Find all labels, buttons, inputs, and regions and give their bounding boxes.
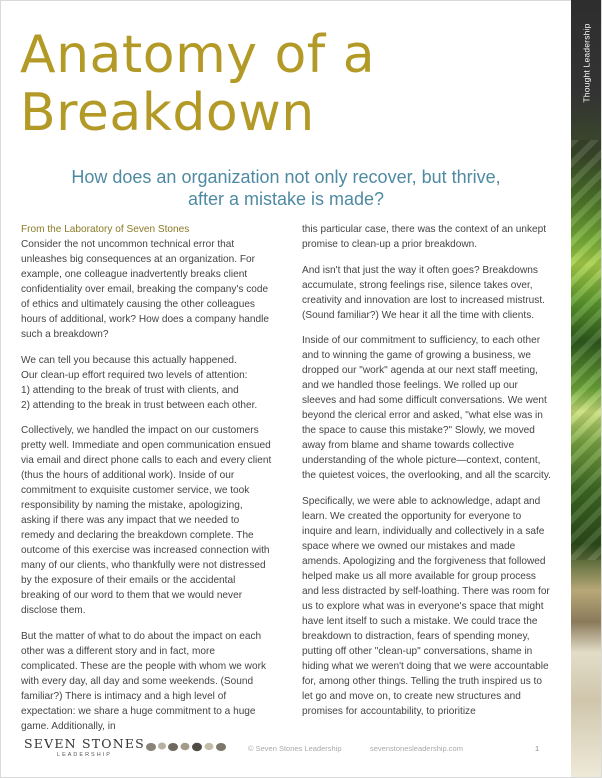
- page-title: [20, 26, 560, 142]
- subtitle-line-1: How does an organization not only recover, but thrive,: [71, 167, 501, 187]
- left-paragraph-4: But the matter of what to do about the impact on each other was a different story and in fact, more complicated. These are the people with whom we work with every day, all day and some weekends. (Sound familiar?) There is intimacy and a high level of expectation: we share a huge commitment to a huge game. Additionally, in: [21, 630, 266, 732]
- section-label-text: Thought Leadership: [582, 23, 592, 103]
- title-line-1: Anatomy of a: [20, 25, 376, 85]
- side-photo-band: [571, 0, 601, 777]
- left-paragraph-1: [21, 222, 273, 342]
- column-lead: From the Laboratory of Seven Stones: [21, 224, 190, 235]
- left-p2-line-2: Our clean-up effort required two levels of attention:: [21, 369, 248, 381]
- title-line-2: Breakdown: [20, 83, 315, 143]
- left-p2-line-4: 2) attending to the break in trust between each other.: [21, 399, 258, 411]
- page-subtitle: [22, 166, 550, 210]
- left-paragraph-1-text: Consider the not uncommon technical error that unleashes big consequences at an organization. For example, one colleague inadvertently breaks client confidentiality over email, breaking the company's code of ethics and ultimately causing the other colleagues hours of additional, work? How does a company handle such a breakdown?: [21, 239, 270, 340]
- right-paragraph-2: And isn't that just the way it often goes? Breakdowns accumulate, strong feelings rise, silence takes over, creativity and innovation are lost to increased mistrust. (Sound familiar?) We hear it all the time with clients.: [302, 264, 545, 321]
- left-column: [21, 222, 273, 744]
- left-paragraph-3: Collectively, we handled the impact on our customers pretty well. Immediate and open communication ensued via email and direct phone calls to each and every client (thus the hours of additional work). Inside of our commitment to exquisite customer service, we took responsibility by naming the mistake, apologizing, asking if there was any impact that we needed to remedy and declaring the breakdown complete. The outcome of this exercise was increased connection with many of our clients, who thankfully were not distressed by the exposure of their emails or the accidental breaking of our word to them that we would never disclose them.: [21, 425, 272, 616]
- right-paragraph-1: this particular case, there was the context of an unkept promise to clean-up a prior breakdown.: [302, 224, 547, 250]
- brand-logo: [24, 736, 145, 758]
- footer-url[interactable]: sevenstonesleadership.com: [370, 744, 463, 753]
- right-column: [302, 222, 554, 729]
- page-number: 1: [535, 744, 540, 753]
- brand-subtitle: LEADERSHIP: [57, 752, 112, 758]
- brand-name: SEVEN STONES: [24, 736, 145, 751]
- left-paragraph-2: [21, 353, 273, 413]
- section-label: [580, 18, 594, 108]
- stones-logo-icon: [145, 738, 235, 756]
- subtitle-line-2: after a mistake is made?: [187, 189, 385, 209]
- page-footer: [0, 728, 570, 768]
- footer-copyright: © Seven Stones Leadership: [248, 744, 342, 753]
- right-paragraph-4: Specifically, we were able to acknowledge, adapt and learn. We created the opportunity for everyone to inquire and learn, individually and collectively in a safe space where we owned our mistakes and made amends. Apologizing and the forgiveness that followed helped make us all more available for group process and less distracted by self-loathing. There was room for us to explore what was in everyone's space that might have lent itself to such a mistake. We could trace the breakdown to distraction, fears of spending money, putting off other "clean-up" conversations, shame in hiding what we weren't doing that we were accountable for, among other things. Telling the truth inspired us to let go and move on, to create new structures and promises for accountability, to prioritize: [302, 495, 550, 717]
- right-paragraph-3: Inside of our commitment to sufficiency, to each other and to winning the game of growing a business, we dropped our "work" agenda at our next staff meeting, and we handled those feelings. We rolled up our sleeves and had some difficult conversations. We went beyond the clerical error and asked, "what else was in the space to cause this mistake?" Slowly, we moved away from blame and shame towards collective understanding of the whole picture—context, content, the quietest voices, the overlooking, and all the scarcity.: [302, 335, 551, 481]
- left-p2-line-1: We can tell you because this actually happened.: [21, 354, 237, 366]
- left-p2-line-3: 1) attending to the break of trust with clients, and: [21, 384, 239, 396]
